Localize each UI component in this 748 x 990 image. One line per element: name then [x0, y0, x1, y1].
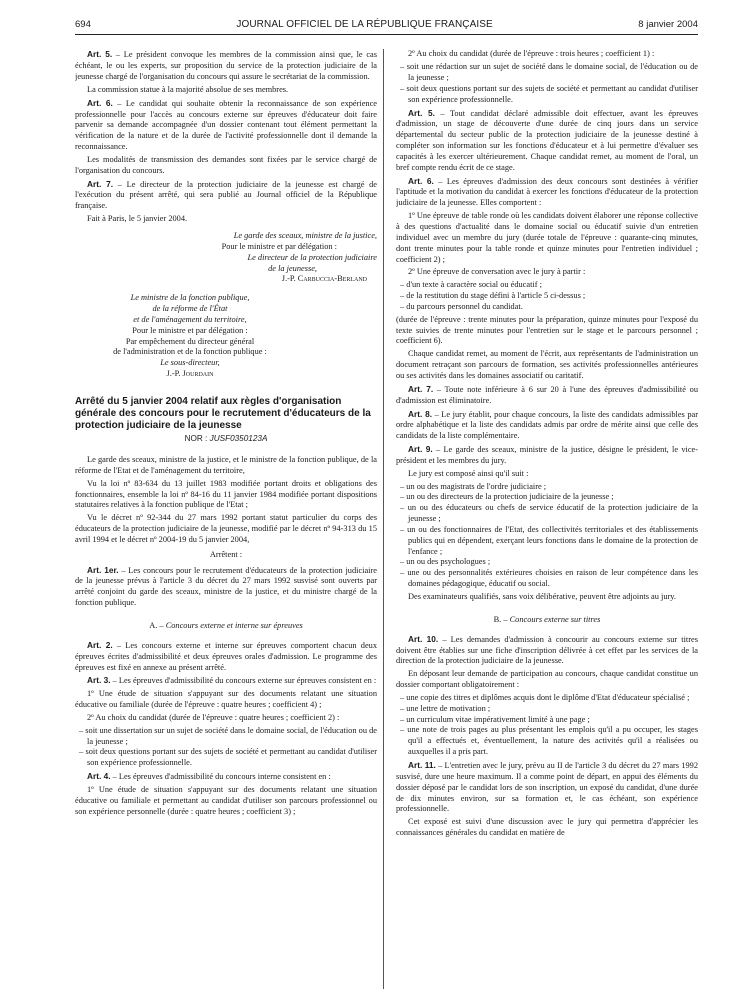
nor-reference: NOR : JUSF0350123A: [184, 434, 268, 444]
list-item: – une note de trois pages au plus présentant les emplois qu'il a pu occuper, les stages qu'il a effectués et, éventuellement, la nature des activités qu'il a réalisées ou auxquelles il a pris part.: [396, 725, 698, 758]
paragraph: (durée de l'épreuve : trente minutes pour la préparation, quinze minutes pour l'exposé du texte suivies de trente minutes pour l'entretien sur le stage et le parcours personnel ; coefficient 6).: [396, 314, 698, 346]
list-item: – soit une rédaction sur un sujet de société dans le domaine social, de l'éducation ou de la jeunesse ;: [396, 62, 698, 84]
paragraph: 1º Une étude de situation s'appuyant sur des documents relatant une situation éducative ou familiale et permettant au candidat d'utiliser son parcours professionnel ou son expérience personnelle (durée : quatre heures ; coefficient 3) ;: [75, 784, 377, 816]
signatory-name: J.-P. Carbuccia-Berland: [281, 274, 367, 284]
dash-list: [396, 62, 698, 105]
page-header: [75, 18, 698, 35]
paragraph: 2º Une épreuve de conversation avec le jury à partir :: [408, 267, 586, 277]
dash-list: [396, 482, 698, 590]
paragraph: Le garde des sceaux, ministre de la justice, et le ministre de la fonction publique, de la réforme de l'Etat et de l'aménagement du territoire,: [75, 455, 377, 475]
signatory-name: J.-P. Jourdain: [166, 369, 214, 379]
page-number: 694: [75, 19, 91, 30]
paragraph: Art. 11. – L'entretien avec le jury, prévu au II de l'article 3 du décret du 27 mars 1992 susvisé, dure une heure maximum. Il a comme point de départ, en appui des éléments du dossier déposé par le candidat lors de son inscription, un exposé du candidat, d'une durée de dix minutes environ, sur sa formation et, le cas échéant, son expérience professionnelle.: [396, 759, 698, 814]
paragraph: La commission statue à la majorité absolue de ses membres.: [87, 84, 289, 94]
section-heading-a: A. – Concours externe et interne sur épreuves: [149, 620, 303, 630]
paragraph: Vu le décret nº 92-344 du 27 mars 1992 portant statut particulier du corps des éducateurs de la protection judiciaire de la jeunesse, modifié par le décret nº 94-313 du 15 avril 1994 et le décret nº 2004-19 du 5 janvier 2004,: [75, 513, 377, 544]
paragraph: 2º Au choix du candidat (durée de l'épreuve : trois heures ; coefficient 1) :: [408, 49, 655, 59]
text-columns: [75, 49, 698, 989]
section-heading-b: B. – Concours externe sur titres: [493, 614, 601, 624]
paragraph: Vu la loi nº 83-634 du 13 juillet 1983 modifiée portant droits et obligations des fonctionnaires, ensemble la loi nº 84-16 du 11 janvier 1984 modifiée portant dispositions statutaires relatives à la fonction publique de l'Etat ;: [75, 478, 377, 510]
paragraph: Art. 5. – Le président convoque les membres de la commission ainsi que, le cas échéant, le ou les experts, sur proposition du service de la protection judiciaire de la jeunesse chargé de l'organisation du concours qui assure le secrétariat de la commission.: [75, 49, 377, 82]
list-item: – soit deux questions portant sur des sujets de société et permettant au candidat d'utiliser son expérience professionnelle.: [75, 747, 377, 769]
dash-list: [396, 280, 698, 313]
issue-date: 8 janvier 2004: [638, 19, 698, 30]
list-item: – du parcours personnel du candidat.: [396, 302, 698, 313]
paragraph: Art. 9. – Le garde des sceaux, ministre de la justice, désigne le président, le vice-président et les membres du jury.: [396, 444, 698, 465]
dash-list: [75, 726, 377, 769]
list-item: – une lettre de motivation ;: [396, 704, 698, 715]
list-item: – un ou des psychologues ;: [396, 557, 698, 568]
list-item: – une ou des personnalités extérieures choisies en raison de leur compétence dans les domaines pédagogique, éducatif ou social.: [396, 568, 698, 590]
dash-list: [396, 693, 698, 758]
paragraph: Art. 7. – Toute note inférieure à 6 sur 20 à l'une des épreuves d'admissibilité ou d'admission est éliminatoire.: [396, 383, 698, 405]
list-item: – un ou des magistrats de l'ordre judiciaire ;: [396, 482, 698, 493]
paragraph: 1º Une épreuve de table ronde où les candidats doivent élaborer une réponse collective à des questions d'actualité dans le domaine social ou éducatif suivie d'un entretien individuel avec un membre du jury (durée totale de l'épreuve : quarante-cinq minutes, dont trente minutes pour la table ronde et quinze minutes pour l'entretien individuel ; coefficient 2) ;: [396, 211, 698, 264]
left-column: [75, 49, 384, 989]
journal-title: JOURNAL OFFICIEL DE LA RÉPUBLIQUE FRANÇAISE: [236, 19, 493, 30]
paragraph: Les modalités de transmission des demandes sont fixées par le service chargé de l'organisation du concours.: [75, 154, 377, 175]
list-item: – une copie des titres et diplômes acquis dont le diplôme d'Etat d'éducateur spécialisé ;: [396, 693, 698, 704]
list-item: – un ou des fonctionnaires de l'Etat, des collectivités territoriales et des établissements publics qui en dépendent, exerçant leurs fonctions dans le domaine de la protection de l'enfance ;: [396, 525, 698, 558]
signature-block-fonction-publique: Le ministre de la fonction publique, de la réforme de l'État et de l'aménagement du territoire, Pour le ministre et par délégation : Par empêchement du directeur général de l'administration et de la fonction publique : Le sous-directeur, J.-P. Jourdain: [75, 293, 305, 380]
signature-block-justice: Le garde des sceaux, ministre de la justice, Pour le ministre et par délégation : Le directeur de la protection judiciaire de la jeunesse, J.-P. Carbuccia-Berland: [75, 231, 377, 285]
paragraph: Art. 1er. – Les concours pour le recrutement d'éducateurs de la protection judiciaire de la jeunesse prévus à l'article 3 du décret du 27 mars 1992 susvisé sont ouverts par arrêté conjoint du garde des sceaux, ministre de la justice, et du ministre chargé de la fonction publique.: [75, 564, 377, 608]
list-item: – d'un texte à caractère social ou éducatif ;: [396, 280, 698, 291]
list-item: – de la restitution du stage défini à l'article 5 ci-dessus ;: [396, 291, 698, 302]
paragraph: Art. 4. – Les épreuves d'admissibilité du concours interne consistent en :: [87, 771, 331, 782]
list-item: – un curriculum vitae impérativement limité à une page ;: [396, 715, 698, 726]
decree-title: Arrêté du 5 janvier 2004 relatif aux règles d'organisation générale des concours pour le recrutement d'éducateurs de la protection judiciaire de la jeunesse: [75, 395, 371, 431]
list-item: – un ou des éducateurs ou chefs de service éducatif de la protection judiciaire de la jeunesse ;: [396, 503, 698, 525]
arretent: Arrêtent :: [209, 549, 243, 559]
list-item: – soit deux questions portant sur des sujets de société et permettant au candidat d'utiliser son expérience professionnelle.: [396, 84, 698, 106]
paragraph: Art. 7. – Le directeur de la protection judiciaire de la jeunesse est chargé de l'exécution du présent arrêté, qui sera publié au Journal officiel de la République française.: [75, 178, 377, 211]
paragraph: Des examinateurs qualifiés, sans voix délibérative, peuvent être adjoints au jury.: [408, 592, 676, 601]
paragraph: Art. 2. – Les concours externe et interne sur épreuves comportent chacun deux épreuves écrites d'admissibilité et deux épreuves orales d'admission. Le programme des épreuves est fixé en annexe au présent arrêté.: [75, 639, 378, 672]
paragraph: Art. 6. – Les épreuves d'admission des deux concours sont destinées à vérifier l'aptitude et la motivation du candidat à exercer les fonctions d'éducateur de la protection judiciaire de la jeunesse. Elles comportent :: [396, 175, 698, 208]
list-item: – un ou des directeurs de la protection judiciaire de la jeunesse ;: [396, 492, 698, 503]
paragraph: 1º Une étude de situation s'appuyant sur des documents relatant une situation éducative ou familiale (durée de l'épreuve : quatre heures ; coefficient 4) ;: [75, 689, 377, 710]
paragraph: 2º Au choix du candidat (durée de l'épreuve : quatre heures ; coefficient 2) :: [87, 712, 340, 722]
paragraph: Art. 5. – Tout candidat déclaré admissible doit effectuer, avant les épreuves d'admission, un stage de découverte d'une durée de cinq jours dans un service départemental du secteur public de la protection judiciaire de la jeunesse destiné à compléter son information sur les fonctions d'éducateur et à lui permettre d'évaluer ses capacités à les exercer ultérieurement. Chaque candidat remet, au moment de l'oral, un bref compte rendu écrit de ce stage.: [396, 107, 698, 172]
paragraph: Art. 6. – Le candidat qui souhaite obtenir la reconnaissance de son expérience professionnelle pour l'accès au concours externe sur épreuves d'éducateur doit faire parvenir sa demande accompagnée d'un dossier contenant tout élément permettant la vérification de la nature et de la durée de l'activité professionnelle dont il demande la reconnaissance.: [75, 97, 377, 152]
paragraph: Art. 10. – Les demandes d'admission à concourir au concours externe sur titres doivent être établies sur une fiche d'inscription délivrée à cet effet par les services de la direction de la protection judiciaire de la jeunesse.: [396, 633, 698, 666]
paragraph: Chaque candidat remet, au moment de l'écrit, aux représentants de l'administration un document retraçant son parcours de formation, ses activités professionnelles antérieures ou ses activités dans les domaines associatif ou caritatif.: [396, 349, 698, 380]
list-item: – soit une dissertation sur un sujet de société dans le domaine social, de l'éducation ou de la jeunesse ;: [75, 726, 377, 748]
paragraph: Art. 3. – Les épreuves d'admissibilité du concours externe sur épreuves consistent en :: [87, 675, 377, 686]
right-column: [396, 49, 698, 989]
paragraph: Cet exposé est suivi d'une discussion avec le jury qui permettra d'apprécier les connaissances générales du candidat en matière de: [396, 817, 698, 838]
paragraph: Le jury est composé ainsi qu'il suit :: [408, 468, 529, 478]
paragraph: En déposant leur demande de participation au concours, chaque candidat constitue un dossier comportant obligatoirement :: [396, 669, 698, 690]
paragraph: Art. 8. – Le jury établit, pour chaque concours, la liste des candidats admissibles par ordre alphabétique et la liste des candidats admis par ordre de mérite ainsi que celle des candidats de la liste complémentaire.: [396, 408, 698, 441]
signature-place-date: Fait à Paris, le 5 janvier 2004.: [87, 214, 188, 224]
